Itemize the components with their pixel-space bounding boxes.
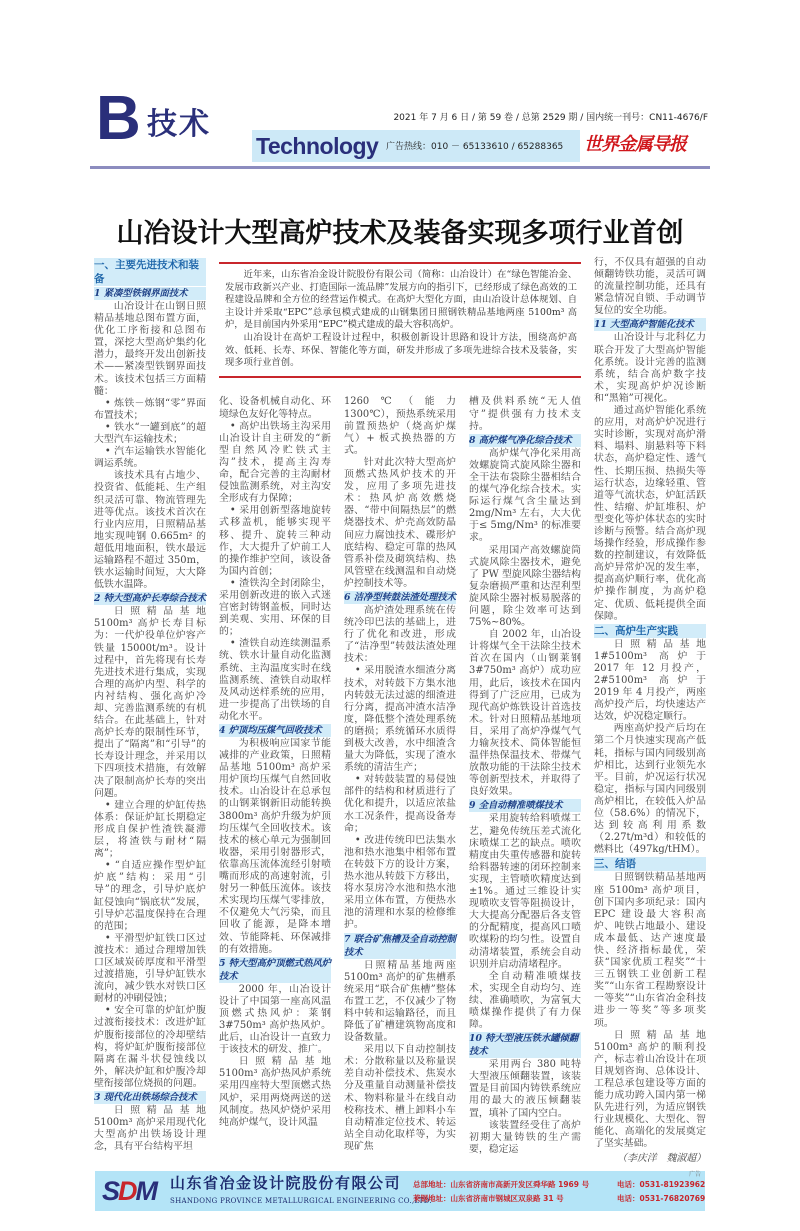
paragraph: 日照精品基地 1#5100m³ 高炉于 2017 年 12 月投产，2#5100m³ 高炉于 2019 年 4 月投产，两座高炉投产后，均快速达产达效，炉况稳定顺行。 — [594, 638, 706, 723]
paragraph: 日照钢铁精品基地两座 5100m³ 高炉项目，创下国内多项纪录：国内 EPC 建设最大容积高炉、吨铁占地最小、建设成本最低、达产速度最快、经济指标最优，荣获“国家优质工程奖”“十三五钢铁工业创新工程奖”“山东省工程勘察设计一等奖”“山东省冶金科技进步一等奖”等多项奖项。 — [594, 872, 706, 1029]
subsection-heading: 2 特大型高炉长寿综合技术 — [94, 593, 206, 605]
paragraph: 采用旋转给料喷煤工艺，避免传统压差式流化床喷煤工艺的缺点。喷吹精度由失重传感器和旋转给料器转速的闭环控制来实现，主管喷吹精度达到 ±1%。通过三维设计实现喷吹支管等阻损设计，大大提高分配器后各支管的分配精度，提高风口喷吹煤粉的均匀性。设置自动清堵装置，系统会自动识别并启动清堵程序。 — [469, 813, 581, 970]
newspaper-logo: 世界金属导报 — [584, 134, 686, 155]
paragraph-continued: 行，不仅具有超强的自动倾翻铸铁功能，灵活可调的流量控制功能，还具有紧急情况自锁、手动调节复位的安全功能。 — [594, 257, 706, 317]
bullet-item: • 建立合理的炉缸传热体系：保证炉缸长期稳定形成自保护性渣铁凝滞层，将渣铁与耐材“隔离”； — [94, 799, 206, 860]
article-title: 山冶设计大型高炉技术及装备实现多项行业首创 — [116, 218, 684, 249]
ad-hq-address: 总部地址：山东省济南市高新开发区舜华路 1969 号 — [413, 1179, 590, 1189]
subsection-heading: 9 全自动精准喷煤技术 — [469, 799, 581, 812]
subsection-heading: 5 特大型高炉顶燃式热风炉技术 — [219, 957, 331, 982]
paragraph-continued: 槽及供料系统“无人值守”提供强有力技术支持。 — [469, 396, 581, 432]
text-column-2 — [219, 396, 331, 1128]
issue-info: 2021 年 7 月 6 日 / 第 59 卷 / 总第 2529 期 / 国内统一刊号：CN11-4676/F — [393, 113, 708, 123]
subsection-heading: 10 特大型液压铁水罐倾翻技术 — [469, 1032, 581, 1058]
ad-laigang-address: 莱钢地址：山东省济南市钢城区双泉路 31 号 — [413, 1193, 564, 1203]
intro-paragraph: 山冶设计在高炉工程设计过程中，积极创新设计思路和设计方法，围绕高炉高效、低耗、长寿、环保、智能化等方面，研发并形成了多项先进综合技术及装备，实现多项行业首创。 — [225, 331, 577, 369]
paragraph: 日照精品基地 5100m³ 高炉的顺利投产，标志着山冶设计在项目规划咨询、总体设计、工程总承包建设等方面的能力成功跨入国内第一梯队先进行列，为适应钢铁行业规模化、大型化、智能化、高端化的发展奠定了坚实基础。 — [594, 1029, 706, 1150]
ad-company-english: SHANDONG PROVINCE METALLURGICAL ENGINEERING CO.,LTD. — [170, 1196, 432, 1205]
section-heading: 一、主要先进技术和装备 — [94, 258, 206, 286]
section-english: Technology — [256, 133, 379, 159]
paragraph-continued: 化、设备机械自动化、环境绿色友好化等特点。 — [219, 396, 331, 420]
paragraph: 采用以下自动控制技术：分散称量以及称量误差自动补偿技术、焦炭水分及重量自动测量补偿技术、物料称量斗在线自动校称技术、槽上卸料小车自动精准定位技术、转运站全自动化取样等，为实现矿焦 — [344, 1044, 456, 1152]
subsection-heading: 8 高炉煤气净化综合技术 — [469, 434, 581, 447]
paragraph: 该技术具有占地少、投资省、低能耗、生产组织灵活可靠、物流管理先进等优点。该技术首次在行业内应用，日照精品基地实现吨钢 0.665m² 的超低用地面积，铁水最远运输路程不超过 350m，铁水运输时间短，大大降低铁水温降。 — [94, 470, 206, 591]
section-heading: 三、结语 — [594, 857, 706, 871]
paragraph: 通过高炉智能化系统的应用，对高炉炉况进行实时诊断，实现对高炉滑料、塌料、崩悬料等下料状态，高炉稳定性、透气性、长期压损、热损失等运行状态，边缘轻重、管道等气流状态，炉缸活跃性、结瘤、炉缸堆积、炉型变化等炉体状态的实时诊断与预警。结合高炉现场操作经验，形成操作参数的控制建议，有效降低高炉异常炉况的发生率，提高高炉顺行率，优化高炉操作制度，为高炉稳定、优质、低耗提供全面保障。 — [594, 405, 706, 622]
paragraph: 采用国产高效螺旋筒式旋风除尘器技术，避免了 PW 型旋风除尘器结构复杂磨损严重和达涅利型旋风除尘器衬板易脱落的问题，除尘效率可达到 75%~80%。 — [469, 544, 581, 629]
sdm-logo: SDM — [102, 1175, 157, 1206]
paragraph: 自 2002 年，山冶设计将煤气全干法除尘技术首次在国内（山钢莱钢 3#750m³ 高炉）成功应用，此后，该技术在国内得到了广泛应用，已成为现代高炉炼铁设计首选技术。针对日照精品基地项目，采用了高炉净煤气气力输灰技术、筒体智能恒温伴热保温技术、带煤气放散功能的干法除尘技术等创新型技术，并取得了良好效果。 — [469, 629, 581, 798]
text-column-3 — [344, 396, 456, 1153]
paragraph: 山冶设计与北科亿力联合开发了大型高炉智能化系统。设计完善的监测系统，结合高炉数字技术，实现高炉炉况诊断和“黑箱”可视化。 — [594, 332, 706, 404]
bullet-item: • “自适应操作型炉缸炉底”结构：采用“引导”的理念，引导炉底炉缸侵蚀向“锅底状”发展，引导炉芯温度保持在合理的范围； — [94, 860, 206, 932]
paragraph: 高炉渣处理系统在传统冷印巴法的基础上，进行了优化和改进，形成了“洁净型”转鼓法渣处理技术： — [344, 604, 456, 665]
intro-paragraph: 近年来，山东省冶金设计院股份有限公司（简称：山冶设计）在“绿色智能冶金、发展市政新兴产业、打造国际一流品牌”发展方向的指引下，已经形成了绿色高效的工程建设品牌和全方位的经营运作模式。在高炉大型化方面，由山冶设计总体规划、自主设计并采取“EPC”总承包模式建成的山钢集团日照钢铁精品基地两座 5100m³ 高炉，是目前国内外采用“EPC”模式建成的最大容积高炉。 — [225, 269, 577, 331]
paragraph: 日照精品基地 5100m³ 高炉采用现代化大型高炉出铁场设计理念，具有平台结构平坦 — [94, 1105, 206, 1153]
paragraph: 日照精品基地 5100m³ 高炉热风炉系统采用四座特大型顶燃式热风炉，采用两烧两送的送风制度。热风炉烧炉采用纯高炉煤气，设计风温 — [219, 1056, 331, 1128]
subsection-heading: 3 现代化出铁场综合技术 — [94, 1091, 206, 1104]
paragraph: 日照精品基地 5100m³ 高炉长寿目标为：一代炉役单位炉容产铁量 15000t/m³。设计过程中，首先将现有长寿先进技术进行集成，实现合理的高炉内型、科学的内衬结构、强化高炉冷却、完善监测系统的有机结合。在此基础上，针对高炉长寿的限制性环节，提出了“隔离”和“引导”的长寿设计理念，并采用以下四项技术措施，有效解决了限制高炉长寿的突出问题。 — [94, 606, 206, 799]
article-intro — [219, 262, 581, 378]
bullet-item: • 采用脱渣水细渣分离技术，对转鼓下方集水池内转鼓无法过滤的细渣进行分离，提高冲渣水洁净度，降低整个渣处理系统的磨损；系统循环水质得到极大改善，水中细渣含量大为降低，实现了渣水系统的清洁生产； — [344, 665, 456, 774]
company-advertisement — [95, 1171, 705, 1211]
bullet-item: • 改进传统印巴法集水池和热水池集中相邻布置在转鼓下方的设计方案，热水池从转鼓下方移出，将水泵房冷水池和热水池采用立体布置，方便热水池的清理和水泵的检修维护。 — [344, 834, 456, 931]
section-heading: 二、高炉生产实践 — [594, 624, 706, 638]
paragraph: 高炉煤气净化采用高效螺旋筒式旋风除尘器和全干法布袋除尘器相结合的煤气净化综合技术。实际运行煤气含尘量达到 2mg/Nm³ 左右，大大优于≤ 5mg/Nm³ 的标准要求。 — [469, 447, 581, 544]
paragraph: 针对此次特大型高炉顶燃式热风炉技术的开发，应用了多项先进技术：热风炉高效燃烧器、“带中间隔热层”的燃烧器技术、炉壳高效防晶间应力腐蚀技术、碟形炉底结构、稳定可靠的热风管系补偿及砌筑结构、热风管壁在线测温和自动烧炉控制技术等。 — [344, 456, 456, 589]
paragraph: 两座高炉投产后均在第二个月快速实现高产低耗，指标与国内同级别高炉相比，达到行业领先水平。目前，炉况运行状况稳定，指标与国内同级别高炉相比，在较低入炉品位（58.6%）的情况下，达到较高利用系数（2.27t/m³d）和较低的燃料比（497kg/tHM）。 — [594, 723, 706, 856]
paragraph: 该装置经受住了高炉初期大量铸铁的生产需要，稳定运 — [469, 1119, 581, 1155]
bullet-item: • 对转鼓装置的易侵蚀部件的结构和材质进行了优化和提升，以适应浓盐水工况条件，提高设备寿命； — [344, 774, 456, 834]
bullet-item: • 汽车运输铁水智能化调运系统。 — [94, 446, 206, 470]
paragraph-continued: 1260℃（能力 1300℃），预热系统采用前置预热炉（烧高炉煤气）+ 板式换热器的方式。 — [344, 396, 456, 456]
bullet-item: • 安全可靠的炉缸炉腹过渡衔接技术：改进炉缸炉腹衔接部位的冷却壁结构，将炉缸炉腹衔接部位隔离在漏斗状侵蚀线以外，解决炉缸和炉腹冷却壁衔接部位烧损的问题。 — [94, 1005, 206, 1089]
ad-laigang-phone: 电话：0531-76820769 — [617, 1193, 706, 1203]
bullet-item: • 渣铁沟全封闭除尘，采用创新改进的嵌入式迷宫密封铸钢盖板，同时达到美观、实用、环保的目的； — [219, 577, 331, 638]
bullet-item: • 炼铁－炼钢“零”界面布置技术； — [94, 397, 206, 421]
text-column-5 — [594, 257, 706, 1165]
subsection-heading: 6 洁净型转鼓法渣处理技术 — [344, 591, 456, 603]
subsection-heading: 4 炉顶均压煤气回收技术 — [219, 724, 331, 737]
article-grid — [94, 257, 706, 1165]
ad-hotline: 广告热线：010 － 65133610 / 65288365 — [386, 142, 564, 152]
paragraph: 2000 年，山冶设计设计了中国第一座高风温顶燃式热风炉：莱钢 3#750m³ 高炉热风炉。此后，山冶设计一直致力于该技术的研发、推广。 — [219, 983, 331, 1056]
text-column-1 — [94, 257, 206, 1153]
article-body — [94, 257, 706, 1211]
subsection-heading: 11 大型高炉智能化技术 — [594, 318, 706, 331]
bullet-item: • 渣铁自动连续测温系统、铁水计量自动化监测系统、主沟温度实时在线监测系统、渣铁自动取样及风动送样系统的应用，进一步提高了出铁场的自动化水平。 — [219, 638, 331, 722]
ad-hq-phone: 电话：0531-81923962 — [617, 1179, 706, 1189]
text-column-4 — [469, 396, 581, 1155]
subsection-heading: 1 紧凑型铁钢界面技术 — [94, 287, 206, 300]
paragraph: 为积极响应国家节能减排的产业政策，日照精品基地 5100m³ 高炉采用炉顶均压煤气自然回收技术。山冶设计在总承包的山钢莱钢新旧动能转换 3800m³ 高炉升级为炉顶均压煤气全回收技术。该技术的核心单元为强制回收器，采用引射器形式，依靠高压流体流经引射喷嘴而形成的高速射流，引射另一种低压流体。该技术实现均压煤气零排放，不仅避免大气污染，而且回收了能源，是降本增效、节能降耗、环保减排的有效措施。 — [219, 738, 331, 955]
bullet-item: • 高炉出铁场主沟采用山冶设计自主研发的“新型自然风冷贮铁式主沟”技术，提高主沟寿命，配合完善的主沟耐材侵蚀监测系统，对主沟安全形成有力保障； — [219, 420, 331, 505]
section-name: 技术 — [147, 107, 211, 142]
author-byline: （李庆洋 魏淑超） — [617, 1152, 706, 1164]
ad-tag: 广告 — [689, 1170, 702, 1178]
paragraph: 日照精品基地两座 5100m³ 高炉的矿焦槽系统采用“联合矿焦槽”整体布置工艺，不仅减少了物料中转和运输路径，而且降低了矿槽建筑物高度和设备数量。 — [344, 959, 456, 1044]
section-letter: B — [96, 84, 141, 153]
ad-company-name: 山东省冶金设计院股份有限公司 — [170, 1173, 402, 1192]
bullet-item: • 铁水“一罐到底”的超大型汽车运输技术； — [94, 421, 206, 446]
paragraph: 全自动精准喷煤技术，实现全自动均匀、连续、准确喷吹，为富氧大喷煤操作提供了有力保障。 — [469, 970, 581, 1031]
bullet-item: • 采用创新型落地旋转式移盖机，能够实现平移、提升、旋转三种动作，大大提升了炉前工人的操作维护空间，该设备为国内首创； — [219, 505, 331, 577]
header-divider — [90, 166, 710, 169]
bullet-item: • 平滑型炉缸铁口区过渡技术：通过合理增加铁口区域炭砖厚度和平滑型过渡措施，引导炉缸铁水流向，减少铁水对铁口区耐材的冲刷侵蚀； — [94, 932, 206, 1005]
subsection-heading: 7 联合矿焦槽及全自动控制技术 — [344, 933, 456, 958]
paragraph: 山冶设计在山钢日照精品基地总图布置方面，优化工序衔接和总图布置，深挖大型高炉集约化潜力，最终开发出创新技术——紧凑型铁钢界面技术。该技术包括三方面精髓： — [94, 301, 206, 397]
paragraph: 采用两台 380 吨特大型液压倾翻装置，该装置是目前国内铸铁系统应用的最大的液压倾翻装置，填补了国内空白。 — [469, 1059, 581, 1119]
